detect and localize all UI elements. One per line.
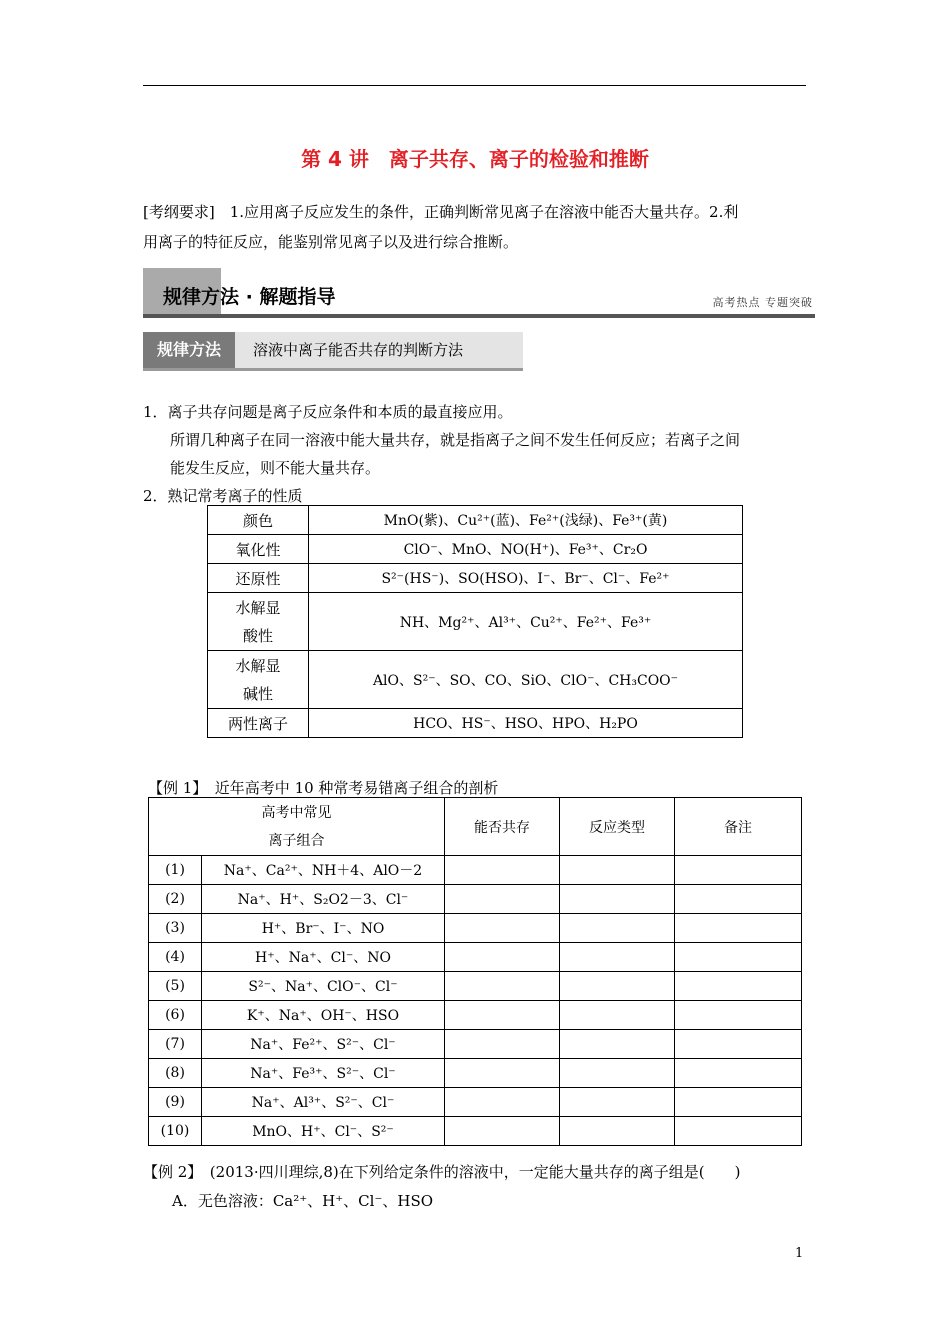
section-subtitle: 高考热点 专题突破 — [712, 296, 813, 309]
ion-combination: Na⁺、Al³⁺、S²⁻、Cl⁻ — [202, 1088, 445, 1117]
table-row — [149, 1088, 802, 1117]
table-row — [149, 856, 802, 885]
example1-label: 【例 1】 近年高考中 10 种常考易错离子组合的剖析 — [148, 779, 499, 797]
property-name: 颜色 — [208, 506, 309, 535]
ion-combination: Na⁺、H⁺、S₂O2－3、Cl⁻ — [202, 885, 445, 914]
note-cell — [675, 1030, 802, 1059]
property-ions: HCO、HS⁻、HSO、HPO、H₂PO — [309, 709, 743, 738]
property-name: 氧化性 — [208, 535, 309, 564]
ion-combination: MnO、H⁺、Cl⁻、S²⁻ — [202, 1117, 445, 1146]
ion-properties-table — [207, 505, 743, 738]
page-number: 1 — [795, 1246, 804, 1261]
method-text: 溶液中离子能否共存的判断方法 — [253, 341, 464, 359]
table-row — [149, 943, 802, 972]
table-row — [208, 564, 743, 593]
ion-combination: Na⁺、Fe²⁺、S²⁻、Cl⁻ — [202, 1030, 445, 1059]
requirement-line-1: [考纲要求] 1.应用离子反应发生的条件，正确判断常见离子在溶液中能否大量共存。2.利 — [143, 203, 739, 221]
point2-heading: 2．熟记常考离子的性质 — [143, 487, 303, 505]
coexist-cell — [445, 972, 560, 1001]
ion-combination: S²⁻、Na⁺、ClO⁻、Cl⁻ — [202, 972, 445, 1001]
page-title: 第 4 讲 离子共存、离子的检验和推断 — [301, 147, 649, 171]
point1-line-2: 所谓几种离子在同一溶液中能大量共存，就是指离子之间不发生任何反应；若离子之间 — [170, 431, 741, 449]
requirement-line-2: 用离子的特征反应，能鉴别常见离子以及进行综合推断。 — [143, 233, 519, 251]
reaction-type-cell — [560, 1088, 675, 1117]
reaction-type-cell — [560, 856, 675, 885]
table-row — [208, 651, 743, 709]
coexist-cell — [445, 1117, 560, 1146]
example2-label: 【例 2】 (2013·四川理综,8)在下列给定条件的溶液中，一定能大量共存的离子组是( ) — [143, 1163, 741, 1181]
row-number: (2) — [149, 885, 202, 914]
section-header — [143, 268, 815, 318]
point1-line-1: 1．离子共存问题是离子反应条件和本质的最直接应用。 — [143, 403, 513, 421]
coexist-cell — [445, 1059, 560, 1088]
example1-table — [148, 797, 802, 1146]
column-header: 能否共存 — [445, 798, 560, 856]
table-row — [149, 914, 802, 943]
table-row — [208, 506, 743, 535]
property-name: 还原性 — [208, 564, 309, 593]
row-number: (10) — [149, 1117, 202, 1146]
property-name: 水解显 碱性 — [208, 651, 309, 709]
coexist-cell — [445, 1001, 560, 1030]
header-rule — [143, 85, 806, 86]
table-header-row — [149, 798, 802, 856]
property-ions: NH、Mg²⁺、Al³⁺、Cu²⁺、Fe²⁺、Fe³⁺ — [309, 593, 743, 651]
ion-combination: Na⁺、Fe³⁺、S²⁻、Cl⁻ — [202, 1059, 445, 1088]
note-cell — [675, 1088, 802, 1117]
column-header: 备注 — [675, 798, 802, 856]
reaction-type-cell — [560, 972, 675, 1001]
row-number: (5) — [149, 972, 202, 1001]
table-row — [208, 709, 743, 738]
coexist-cell — [445, 885, 560, 914]
note-cell — [675, 972, 802, 1001]
reaction-type-cell — [560, 885, 675, 914]
ion-combination: H⁺、Na⁺、Cl⁻、NO — [202, 943, 445, 972]
note-cell — [675, 885, 802, 914]
table-row — [208, 593, 743, 651]
property-ions: S²⁻(HS⁻)、SO(HSO)、I⁻、Br⁻、Cl⁻、Fe²⁺ — [309, 564, 743, 593]
property-ions: MnO(紫)、Cu²⁺(蓝)、Fe²⁺(浅绿)、Fe³⁺(黄) — [309, 506, 743, 535]
note-cell — [675, 914, 802, 943]
ion-combination: H⁺、Br⁻、I⁻、NO — [202, 914, 445, 943]
ion-combination: K⁺、Na⁺、OH⁻、HSO — [202, 1001, 445, 1030]
table-row — [149, 1059, 802, 1088]
row-number: (8) — [149, 1059, 202, 1088]
note-cell — [675, 1059, 802, 1088]
reaction-type-cell — [560, 1059, 675, 1088]
row-number: (7) — [149, 1030, 202, 1059]
row-number: (1) — [149, 856, 202, 885]
property-name: 两性离子 — [208, 709, 309, 738]
note-cell — [675, 856, 802, 885]
reaction-type-cell — [560, 1117, 675, 1146]
method-banner — [143, 332, 523, 371]
note-cell — [675, 943, 802, 972]
table-row — [149, 972, 802, 1001]
coexist-cell — [445, 1088, 560, 1117]
method-tag: 规律方法 — [143, 332, 235, 368]
note-cell — [675, 1117, 802, 1146]
column-header: 高考中常见 离子组合 — [149, 798, 445, 856]
note-cell — [675, 1001, 802, 1030]
example2-option-a: A．无色溶液：Ca²⁺、H⁺、Cl⁻、HSO — [172, 1192, 434, 1210]
property-ions: ClO⁻、MnO、NO(H⁺)、Fe³⁺、Cr₂O — [309, 535, 743, 564]
row-number: (4) — [149, 943, 202, 972]
row-number: (3) — [149, 914, 202, 943]
table-row — [149, 885, 802, 914]
coexist-cell — [445, 1030, 560, 1059]
reaction-type-cell — [560, 1001, 675, 1030]
column-header: 反应类型 — [560, 798, 675, 856]
reaction-type-cell — [560, 1030, 675, 1059]
property-ions: AlO、S²⁻、SO、CO、SiO、ClO⁻、CH₃COO⁻ — [309, 651, 743, 709]
coexist-cell — [445, 914, 560, 943]
row-number: (9) — [149, 1088, 202, 1117]
section-title: 规律方法 · 解题指导 — [163, 286, 336, 308]
table-row — [149, 1001, 802, 1030]
property-name: 水解显 酸性 — [208, 593, 309, 651]
point1-line-3: 能发生反应，则不能大量共存。 — [170, 459, 381, 477]
table-row — [208, 535, 743, 564]
table-row — [149, 1030, 802, 1059]
table-row — [149, 1117, 802, 1146]
ion-combination: Na⁺、Ca²⁺、NH＋4、AlO－2 — [202, 856, 445, 885]
row-number: (6) — [149, 1001, 202, 1030]
coexist-cell — [445, 943, 560, 972]
reaction-type-cell — [560, 943, 675, 972]
reaction-type-cell — [560, 914, 675, 943]
coexist-cell — [445, 856, 560, 885]
